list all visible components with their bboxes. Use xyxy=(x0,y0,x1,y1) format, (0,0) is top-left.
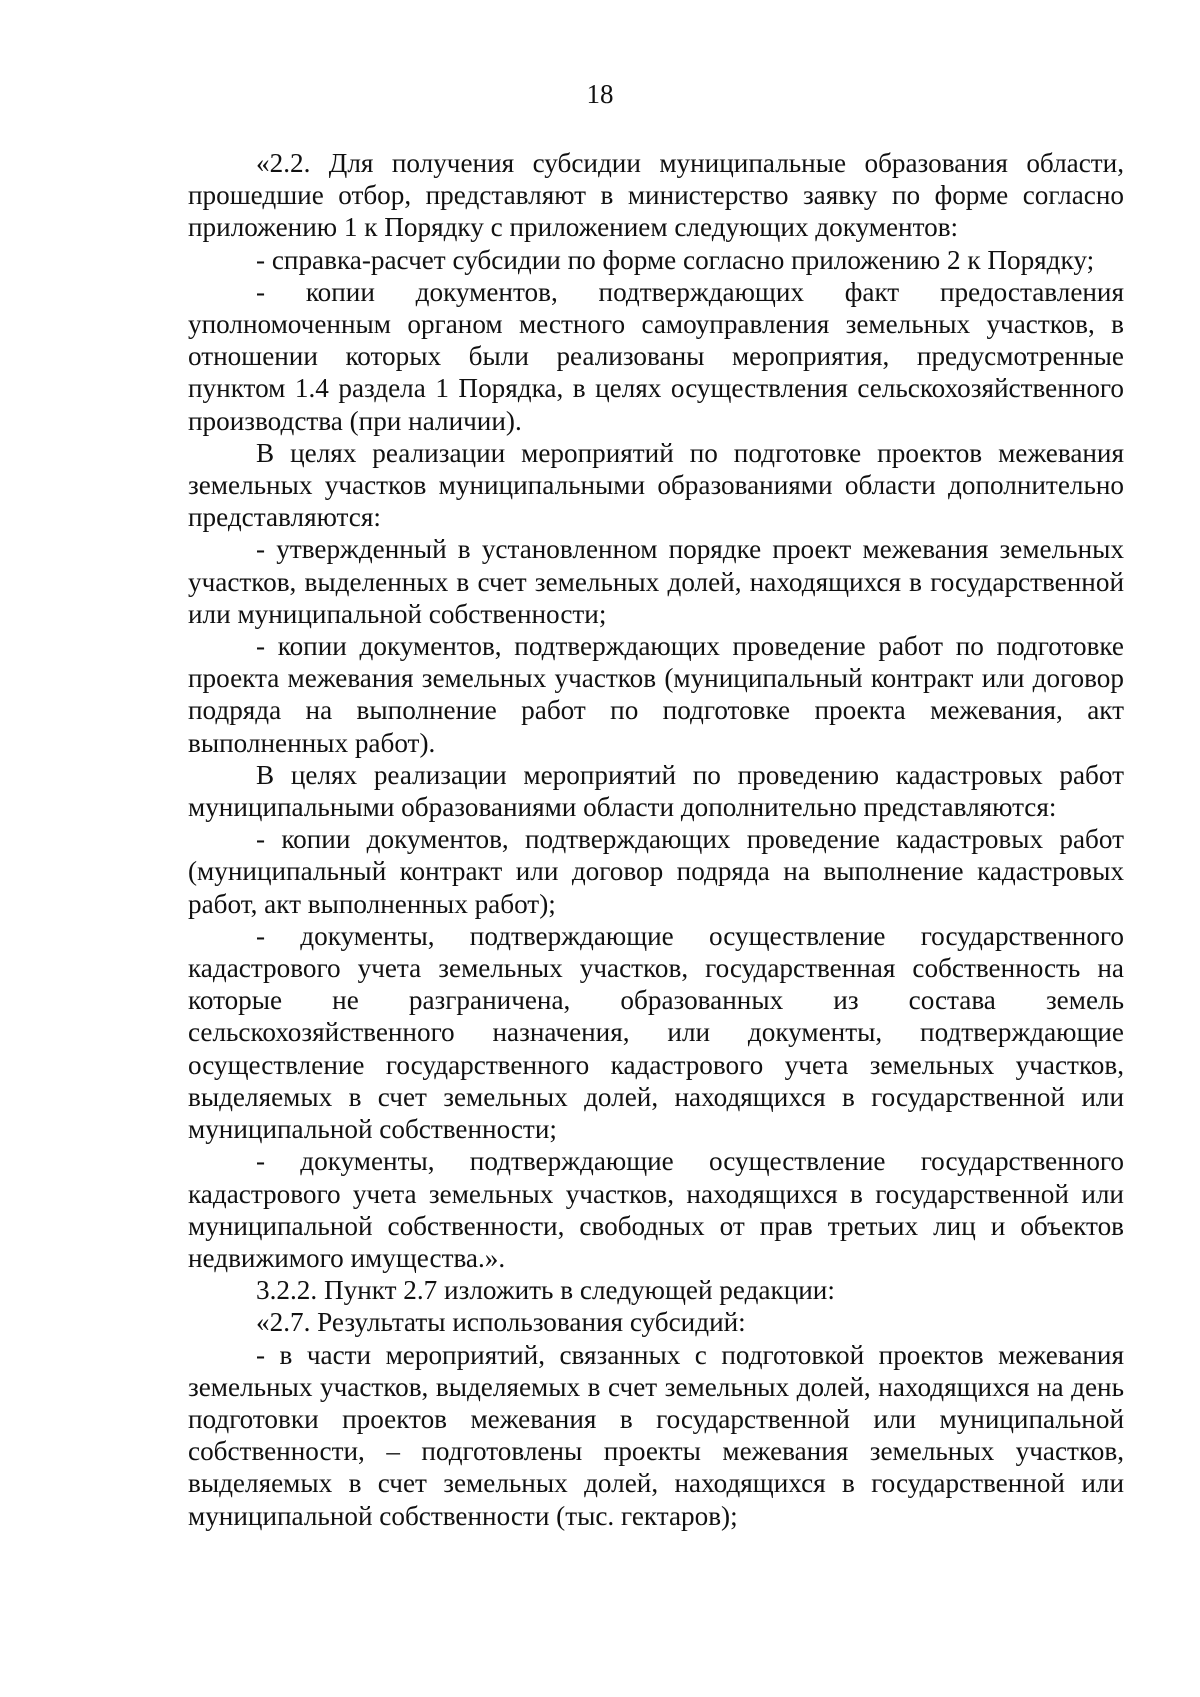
paragraph-surveying-intro: В целях реализации мероприятий по подготовке проектов межевания земельных участков муниципальными образованиями области дополнительно представляются: xyxy=(188,437,1124,533)
paragraph-approved-surveying-project: - утвержденный в установленном порядке проект межевания земельных участков, выделенных в счет земельных долей, находящихся в государственной или муниципальной собственности; xyxy=(188,534,1124,629)
paragraph-2-2-intro: «2.2. Для получения субсидии муниципальные образования области, прошедшие отбор, представляют в министерство заявку по форме согласно приложению 1 к Порядку с приложением следующих документов: xyxy=(188,148,1124,243)
page-number: 18 xyxy=(586,79,614,109)
paragraph-surveying-work-copies: - копии документов, подтверждающих проведение работ по подготовке проекта межевания земельных участков (муниципальный контракт или договор подряда на выполнение работ по подготовке проекта межевания, акт выполненных работ). xyxy=(188,631,1124,758)
paragraph-cadastral-registration-documents: - документы, подтверждающие осуществление государственного кадастрового учета земельных участков, государственная собственность на которые не разграничена, образованных из состава земель сельскохозяйственного назначения, или документы, подтверждающие осуществление государственного кадастрового учета земельных участков, выделяемых в счет земельных долей, находящихся в государственной или муниципальной собственности; xyxy=(188,920,1124,1145)
paragraph-land-provision-copies: - копии документов, подтверждающих факт предоставления уполномоченным органом местного самоуправления земельных участков, в отношении которых были реализованы мероприятия, предусмотренные пунктом 1.4 раздела 1 Порядка, в целях осуществления сельскохозяйственного производства (при наличии). xyxy=(188,276,1124,436)
paragraph-2-7-surveying-results: - в части мероприятий, связанных с подготовкой проектов межевания земельных участков, выделяемых в счет земельных долей, находящихся на день подготовки проектов межевания в государственной или муниципальной собственности, – подготовлены проекты межевания земельных участков, выделяемых в счет земельных долей, находящихся в государственной или муниципальной собственности (тыс. гектаров); xyxy=(188,1339,1124,1531)
paragraph-3-2-2: 3.2.2. Пункт 2.7 изложить в следующей редакции: xyxy=(256,1275,835,1306)
paragraph-cadastral-intro: В целях реализации мероприятий по проведению кадастровых работ муниципальными образованиями области дополнительно представляются: xyxy=(188,759,1124,823)
document-body xyxy=(188,147,1124,1532)
paragraph-2-7-heading: «2.7. Результаты использования субсидий: xyxy=(256,1307,746,1338)
paragraph-free-land-registration-documents: - документы, подтверждающие осуществление государственного кадастрового учета земельных участков, находящихся в государственной или муниципальной собственности, свободных от прав третьих лиц и объектов недвижимого имущества.». xyxy=(188,1146,1124,1273)
paragraph-subsidy-calculation: - справка-расчет субсидии по форме согласно приложению 2 к Порядку; xyxy=(256,244,1095,275)
paragraph-cadastral-work-copies: - копии документов, подтверждающих проведение кадастровых работ (муниципальный контракт или договор подряда на выполнение кадастровых работ, акт выполненных работ); xyxy=(188,824,1124,919)
